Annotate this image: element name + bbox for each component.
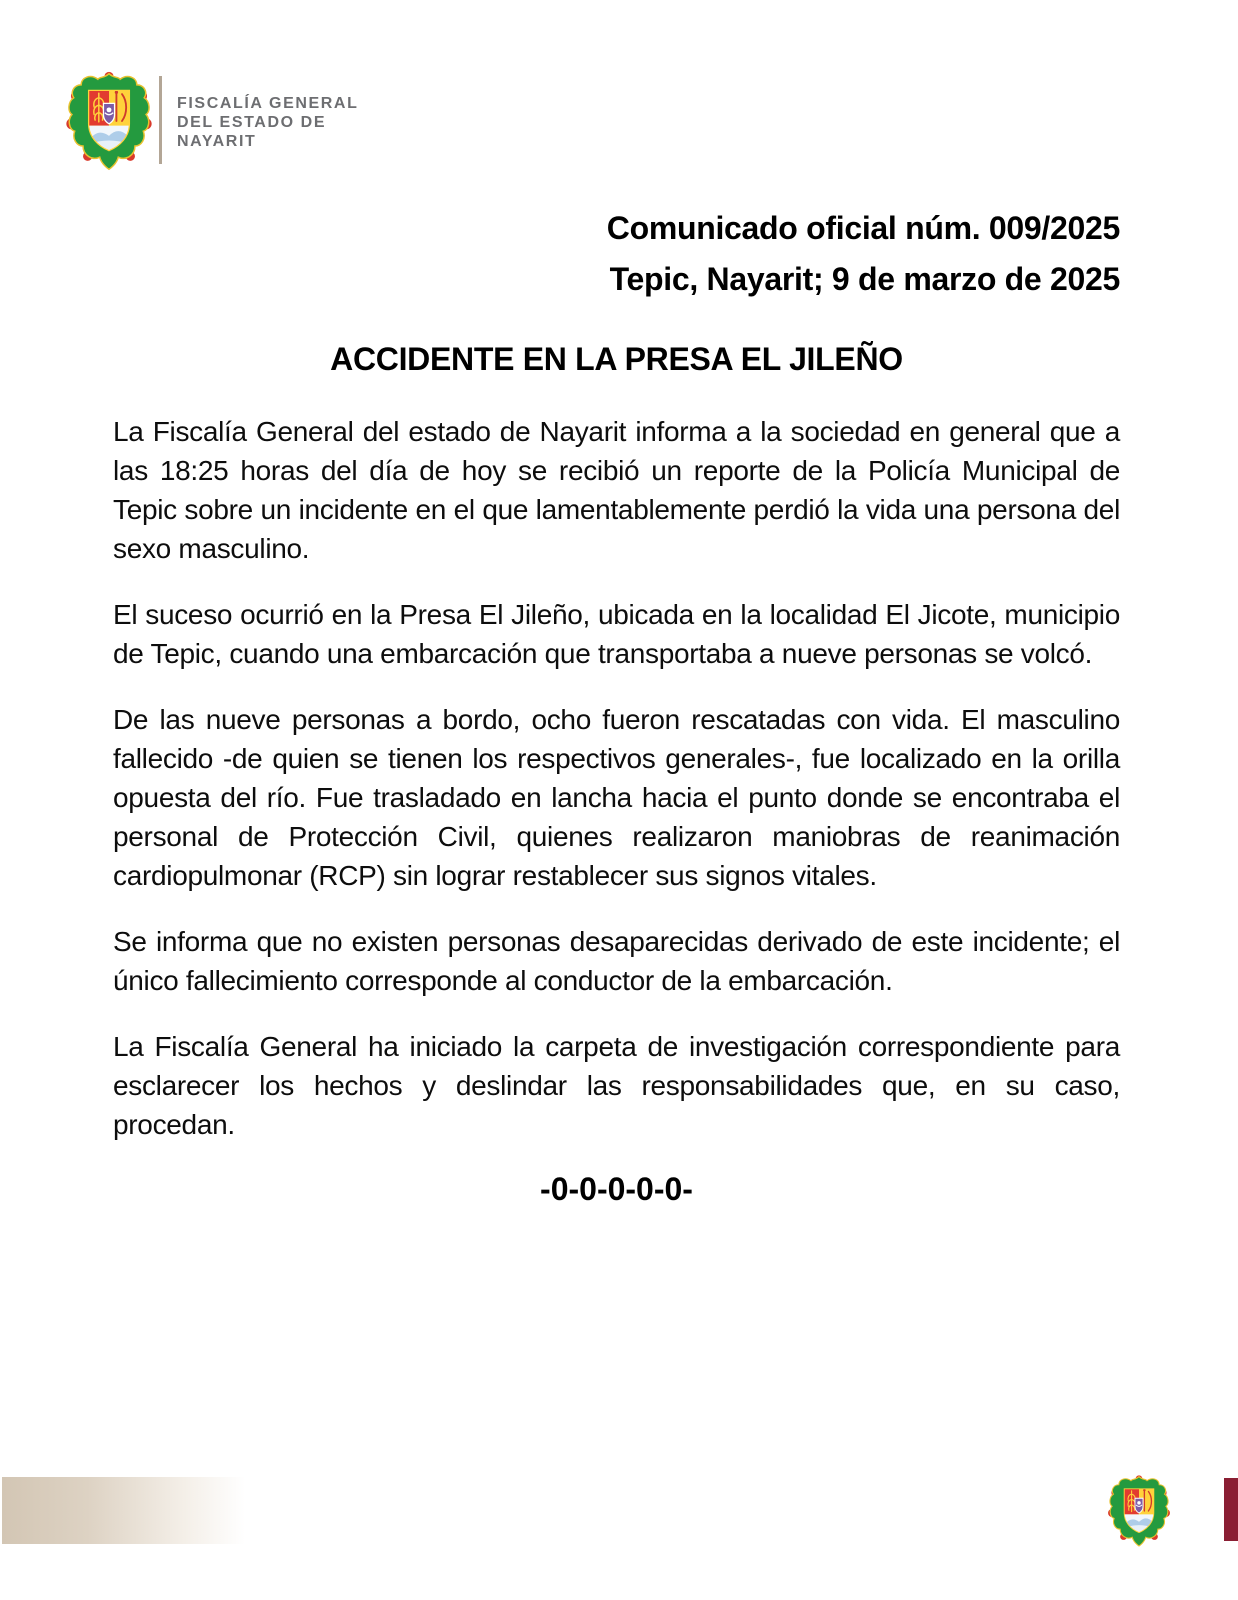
- nayarit-coat-of-arms-logo: [62, 70, 156, 172]
- footer-accent-bar: [1224, 1478, 1238, 1541]
- body-paragraph: La Fiscalía General del estado de Nayarit informa a la sociedad en general que a las 18:25 horas del día de hoy se recibió un reporte de la Policía Municipal de Tepic sobre un incidente en el que lamentablemente perdió la vida una persona del sexo masculino.: [113, 416, 1120, 564]
- document-title: ACCIDENTE EN LA PRESA EL JILEÑO: [330, 341, 903, 377]
- document-body: [113, 412, 1120, 1208]
- org-name-line-2: DEL ESTADO DE: [177, 114, 327, 131]
- footer-coat-of-arms-icon: [1105, 1474, 1173, 1548]
- body-paragraph: Se informa que no existen personas desaparecidas derivado de este incidente; el único fallecimiento corresponde al conductor de la embarcación.: [113, 926, 1120, 996]
- body-paragraph: De las nueve personas a bordo, ocho fueron rescatadas con vida. El masculino fallecido -de quien se tienen los respectivos generales-, fue localizado en la orilla opuesta del río. Fue trasladado en lancha hacia el punto donde se encontraba el personal de Protección Civil, quienes realizaron maniobras de reanimación cardiopulmonar (RCP) sin lograr restablecer sus signos vitales.: [113, 704, 1120, 891]
- paragraph-list: [113, 412, 1120, 1144]
- org-name: [177, 94, 358, 151]
- header-divider: [159, 76, 162, 164]
- footer-gradient-bar: [2, 1477, 245, 1544]
- org-name-line-1: FISCALÍA GENERAL: [177, 95, 359, 112]
- dateline: Tepic, Nayarit; 9 de marzo de 2025: [609, 261, 1120, 297]
- document-meta: [607, 203, 1120, 305]
- closing-separator: -0-0-0-0-0-: [540, 1171, 693, 1207]
- body-paragraph: El suceso ocurrió en la Presa El Jileño, ubicada en la localidad El Jicote, municipio de Tepic, cuando una embarcación que transportaba a nueve personas se volcó.: [113, 599, 1120, 669]
- org-name-line-3: NAYARIT: [177, 133, 257, 150]
- body-paragraph: La Fiscalía General ha iniciado la carpeta de investigación correspondiente para esclarecer los hechos y deslindar las responsabilidades que, en su caso, procedan.: [113, 1031, 1120, 1140]
- comunicado-number: Comunicado oficial núm. 009/2025: [606, 210, 1120, 246]
